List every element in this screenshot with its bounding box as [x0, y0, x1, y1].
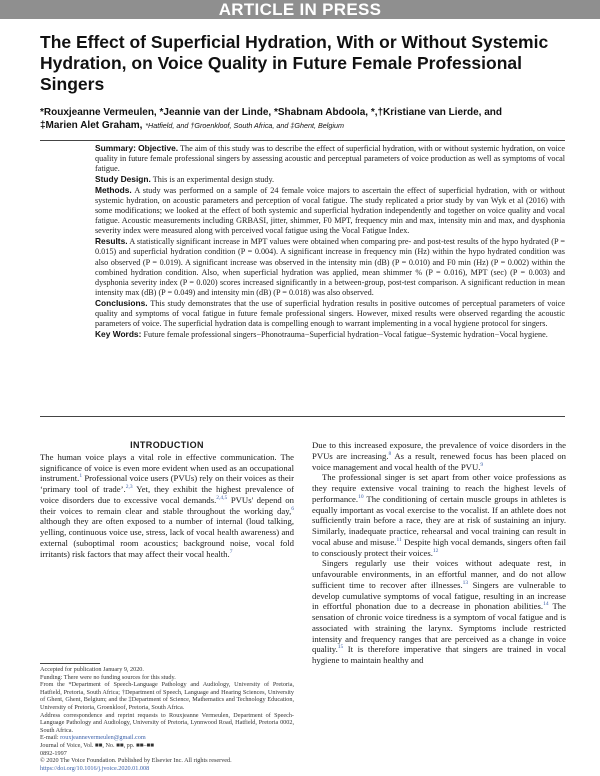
right-paragraph-1: [312, 440, 566, 472]
article-title: The Effect of Superficial Hydration, With or Without Systemic Hydration, on Voice Quality in Future Female Professional Singers: [40, 32, 549, 94]
methods-text: A study was performed on a sample of 24 female voice majors to ascertain the effect of superficial hydration, with or without systemic hydration, on acoustic parameters and perception of vocal fatigue. The study replicated a prior study by van Wyk et al (2016) with some modifications; we looked at the effect of both systemic and superficial hydration independently and together on voice quality and vocal fatigue. Acoustic measurements including GRBASI, jitter, shimmer, F0 MPT, frequency min and max, intensity min and max, and dysphonia severity index were measured along with perceived vocal fatigue using the Vocal Fatigue Index.: [95, 186, 565, 236]
citation[interactable]: 6: [291, 505, 294, 512]
methods-label: Methods.: [95, 185, 132, 196]
citation[interactable]: 2,4,5: [216, 494, 228, 501]
email-label: E-mail:: [40, 734, 59, 742]
results-text: A statistically significant increase in MPT values were obtained when comparing pre- and post-test results of the hypo hydrated (P = 0.015) and superficial hydration condition (P = 0.004). A significant increase in frequency min (Hz) within the hypo hydrated condition was also observed (P = 0.019). A significant increase was observed in the intensity min (dB) (P = 0.010) and F0 min (Hz) (P = 0.002) within the combined hydration condition. Also, when superficial hydration was applied, mean shimmer % (P = 0.016), MPT (sec) (P = 0.003) and dysphonia severity index (P = 0.020) scores increased significantly in a between-group, post-test comparison. A significant reduction in mean intensity max (dB) (P = 0.049) and intensity min (dB) (P = 0.018) was also observed.: [95, 237, 565, 297]
abstract-keywords: [95, 329, 565, 340]
citation[interactable]: 11: [396, 536, 402, 543]
keywords-label: Key Words:: [95, 328, 142, 339]
right-text-a: Due to this increased exposure, the prevalence of voice disorders in the PVUs are increasing.: [312, 440, 566, 461]
footnote-journal: Journal of Voice, Vol. ■■, No. ■■, pp. ■■–■■: [40, 741, 154, 749]
citation[interactable]: 13: [462, 579, 469, 586]
doi-link[interactable]: https://doi.org/10.1016/j.jvoice.2020.01.008: [40, 764, 150, 772]
right-text-d: The conditioning of certain muscle groups in athletes is equally important as vocal exercise to the vocalist. If an athlete does not sufficiently train before a race, they are at risk of sustaining an injury. Similarly, inadequate practice, rehearsal and vocal training can result in vocal abuse and misuse.: [312, 493, 566, 547]
footnote-copyright: © 2020 The Voice Foundation. Published by Elsevier Inc. All rights reserved.: [40, 757, 232, 765]
right-text-b: As a result, renewed focus has been placed on voice management and vocal health of the PVU.: [312, 450, 566, 472]
footnotes: [40, 666, 294, 772]
abstract-conclusions: [95, 298, 565, 329]
citation[interactable]: 9: [480, 461, 484, 468]
intro-text-a: The human voice plays a vital role in effective communication. The significance of voice is even more evident when used as an occupational instrument.: [40, 451, 294, 484]
right-text-h: The sensation of chronic voice tiredness is a symptom of vocal fatigue and is associated with straining the larynx. Symptoms include restricted intensity and frequency ranges that are perceived as a change in voice quality.: [312, 601, 566, 655]
abstract-design: [95, 174, 565, 185]
right-paragraph-3: [312, 558, 566, 666]
author-list: [40, 106, 570, 132]
footnote-accepted: Accepted for publication January 9, 2020.: [40, 666, 144, 673]
design-label: Study Design.: [95, 174, 151, 185]
citation[interactable]: 14: [543, 601, 549, 608]
citation[interactable]: 12: [432, 547, 439, 554]
citation[interactable]: 10: [358, 493, 364, 500]
right-text-g: Singers are vulnerable to develop cumulative symptoms of vocal fatigue, resulting in an increase in effortful phonation due to a decrease in phonation abilities.: [312, 579, 566, 612]
abstract-bottom-rule: [40, 416, 565, 417]
footnote-email: [40, 734, 294, 742]
article-in-press-banner: ARTICLE IN PRESS: [0, 0, 600, 19]
keywords-text: Future female professional singers−Phonotrauma−Superficial hydration−Vocal fatigue−Systemic hydration−Vocal hygiene.: [143, 329, 548, 339]
authors-line-2: ‡Marien Alet Graham,: [40, 120, 143, 131]
right-paragraph-2: [312, 472, 566, 558]
intro-paragraph-1: [40, 452, 294, 560]
right-text-f: Singers regularly use their voices without adequate rest, in unfavourable environments, in an effortful manner, and do not allow sufficient time to recover after illnesses.: [312, 558, 566, 590]
objective-label: Objective.: [138, 143, 179, 153]
abstract-top-rule: [40, 140, 565, 141]
objective-text: The aim of this study was to describe the effect of superficial hydration, with or without systemic hydration, on voice quality in future female professional singers by assessing acoustic and perceptual parameters of voice production as well as symptoms of vocal fatigue.: [95, 144, 566, 174]
left-column: [40, 440, 294, 559]
conclusions-text: This study demonstrates that the use of superficial hydration results in positive outcomes of perceptual parameters of voice quality and symptoms of vocal fatigue in future female professional singers. However, mixed results were observed regarding the acoustic parameters of voice. The superficial hydration data is compelling enough to warrant implementing in a vocal hygiene protocol for singers.: [95, 298, 566, 328]
footnote-rule: [40, 663, 100, 664]
author-affiliations: *Hatfield, and †Groenkloof, South Africa, and ‡Ghent, Belgium: [145, 121, 344, 130]
citation[interactable]: 15: [337, 644, 344, 651]
footnote-funding: Funding: There were no funding sources for this study.: [40, 673, 176, 681]
right-column: [312, 440, 566, 666]
design-text: This is an experimental design study.: [152, 175, 275, 185]
footnote-address: Address correspondence and reprint requests to Rouxjeanne Vermeulen, Department of Speech-Language Pathology and Audiology, University of Pretoria, Lynnwood Road, Hatfield, Pretoria 0002, South Africa.: [40, 711, 294, 734]
right-text-c: The professional singer is set apart from other voice professions as they require extensive vocal training to reach the highest levels of performance.: [312, 472, 566, 504]
intro-text-b: Professional voice users (PVUs) rely on their voices as their ‘primary tool of trade’.: [40, 473, 294, 494]
conclusions-label: Conclusions.: [95, 297, 148, 308]
abstract: [95, 143, 565, 340]
right-text-e: Despite high vocal demands, singers often fail to consciously protect their voices.: [312, 536, 566, 558]
intro-text-c: Yet, they exhibit the highest prevalence of voice disorders due to excessive vocal demands.: [40, 484, 294, 505]
authors-line-1: *Rouxjeanne Vermeulen, *Jeannie van der Linde, *Shabnam Abdoola, *,†Kristiane van Lierde, and: [40, 107, 502, 118]
introduction-heading: INTRODUCTION: [130, 440, 204, 450]
summary-label: Summary:: [95, 143, 136, 153]
footnote-from: From the *Department of Speech-Language Pathology and Audiology, University of Pretoria, Hatfield, Pretoria, South Africa; †Department of Speech, Language and Hearing Sciences, University of Ghent, Ghent, Belgium; and the ‡Department of Science, Mathematics and Technology Education, University of Pretoria, Groenkloof, Pretoria, South Africa.: [40, 681, 294, 711]
right-text-i: It is therefore imperative that singers are trained in vocal hygiene to maintain healthy and: [312, 644, 566, 665]
intro-text-d: PVUs' depend on their voices to remain clear and stable throughout the working day,: [40, 494, 294, 516]
citation[interactable]: 8: [388, 450, 392, 457]
citation[interactable]: 1: [79, 473, 83, 480]
citation[interactable]: 2,3: [125, 484, 133, 491]
abstract-objective: [95, 143, 565, 174]
abstract-methods: [95, 185, 565, 236]
intro-text-e: although they are often exposed to a number of internal (loud talking, yelling, continuous voice use, stress, lack of vocal health awareness) and external (suboptimal room acoustics; background noise, vocal fold irritants) risk factors that may affect their vocal health.: [40, 516, 294, 559]
email-link[interactable]: rouxjeannevermeulen@gmail.com: [60, 734, 146, 742]
footnote-issn: 0892-1997: [40, 749, 67, 757]
citation[interactable]: 7: [229, 548, 233, 555]
abstract-results: [95, 236, 565, 297]
results-label: Results.: [95, 236, 128, 247]
